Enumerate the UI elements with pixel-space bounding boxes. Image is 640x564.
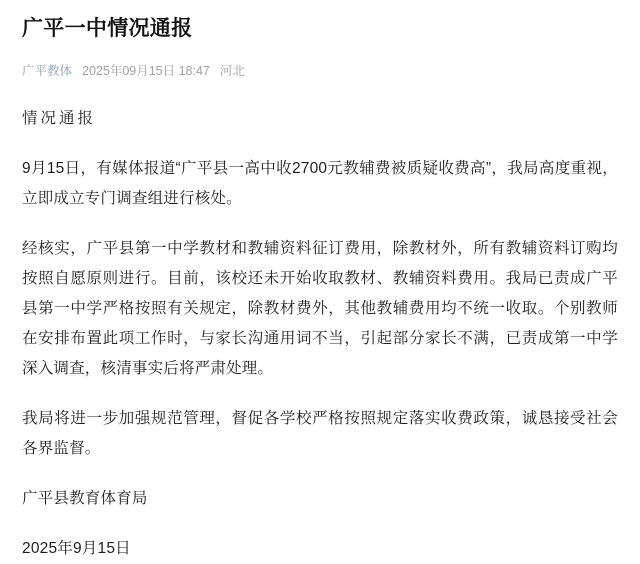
body-paragraph-3: 我局将进一步加强规范管理，督促各学校严格按照规定落实收费政策，诚恳接受社会各界监督。: [22, 410, 618, 457]
article-location: 河北: [219, 64, 245, 78]
body-paragraph-1: 9月15日，有媒体报道“广平县一高中收2700元教辅费被质疑收费高”，我局高度重视，立即成立专门调查组进行核处。: [22, 160, 618, 207]
article-timestamp: 2025年09月15日 18:47: [82, 64, 210, 78]
body-paragraph-2: 经核实，广平县第一中学教材和教辅资料征订费用，除教材外，所有教辅资料订购均按照自愿原则进行。目前，该校还未开始收取教材、教辅资料费用。我局已责成广平县第一中学严格按照有关规定，除教材费外，其他教辅费用均不统一收取。个别教师在安排布置此项工作时，与家长沟通用词不当，引起部分家长不满，已责成第一中学深入调查，核清事实后将严肃处理。: [22, 240, 618, 377]
body-date: 2025年9月15日: [22, 540, 131, 557]
article-body: [22, 104, 618, 564]
body-paragraph-heading: 情况通报: [22, 110, 97, 127]
body-signature: 广平县教育体育局: [22, 490, 148, 507]
page-title: 广平一中情况通报: [22, 17, 193, 40]
article-meta: [22, 62, 618, 80]
article-source[interactable]: 广平教体: [22, 64, 73, 78]
